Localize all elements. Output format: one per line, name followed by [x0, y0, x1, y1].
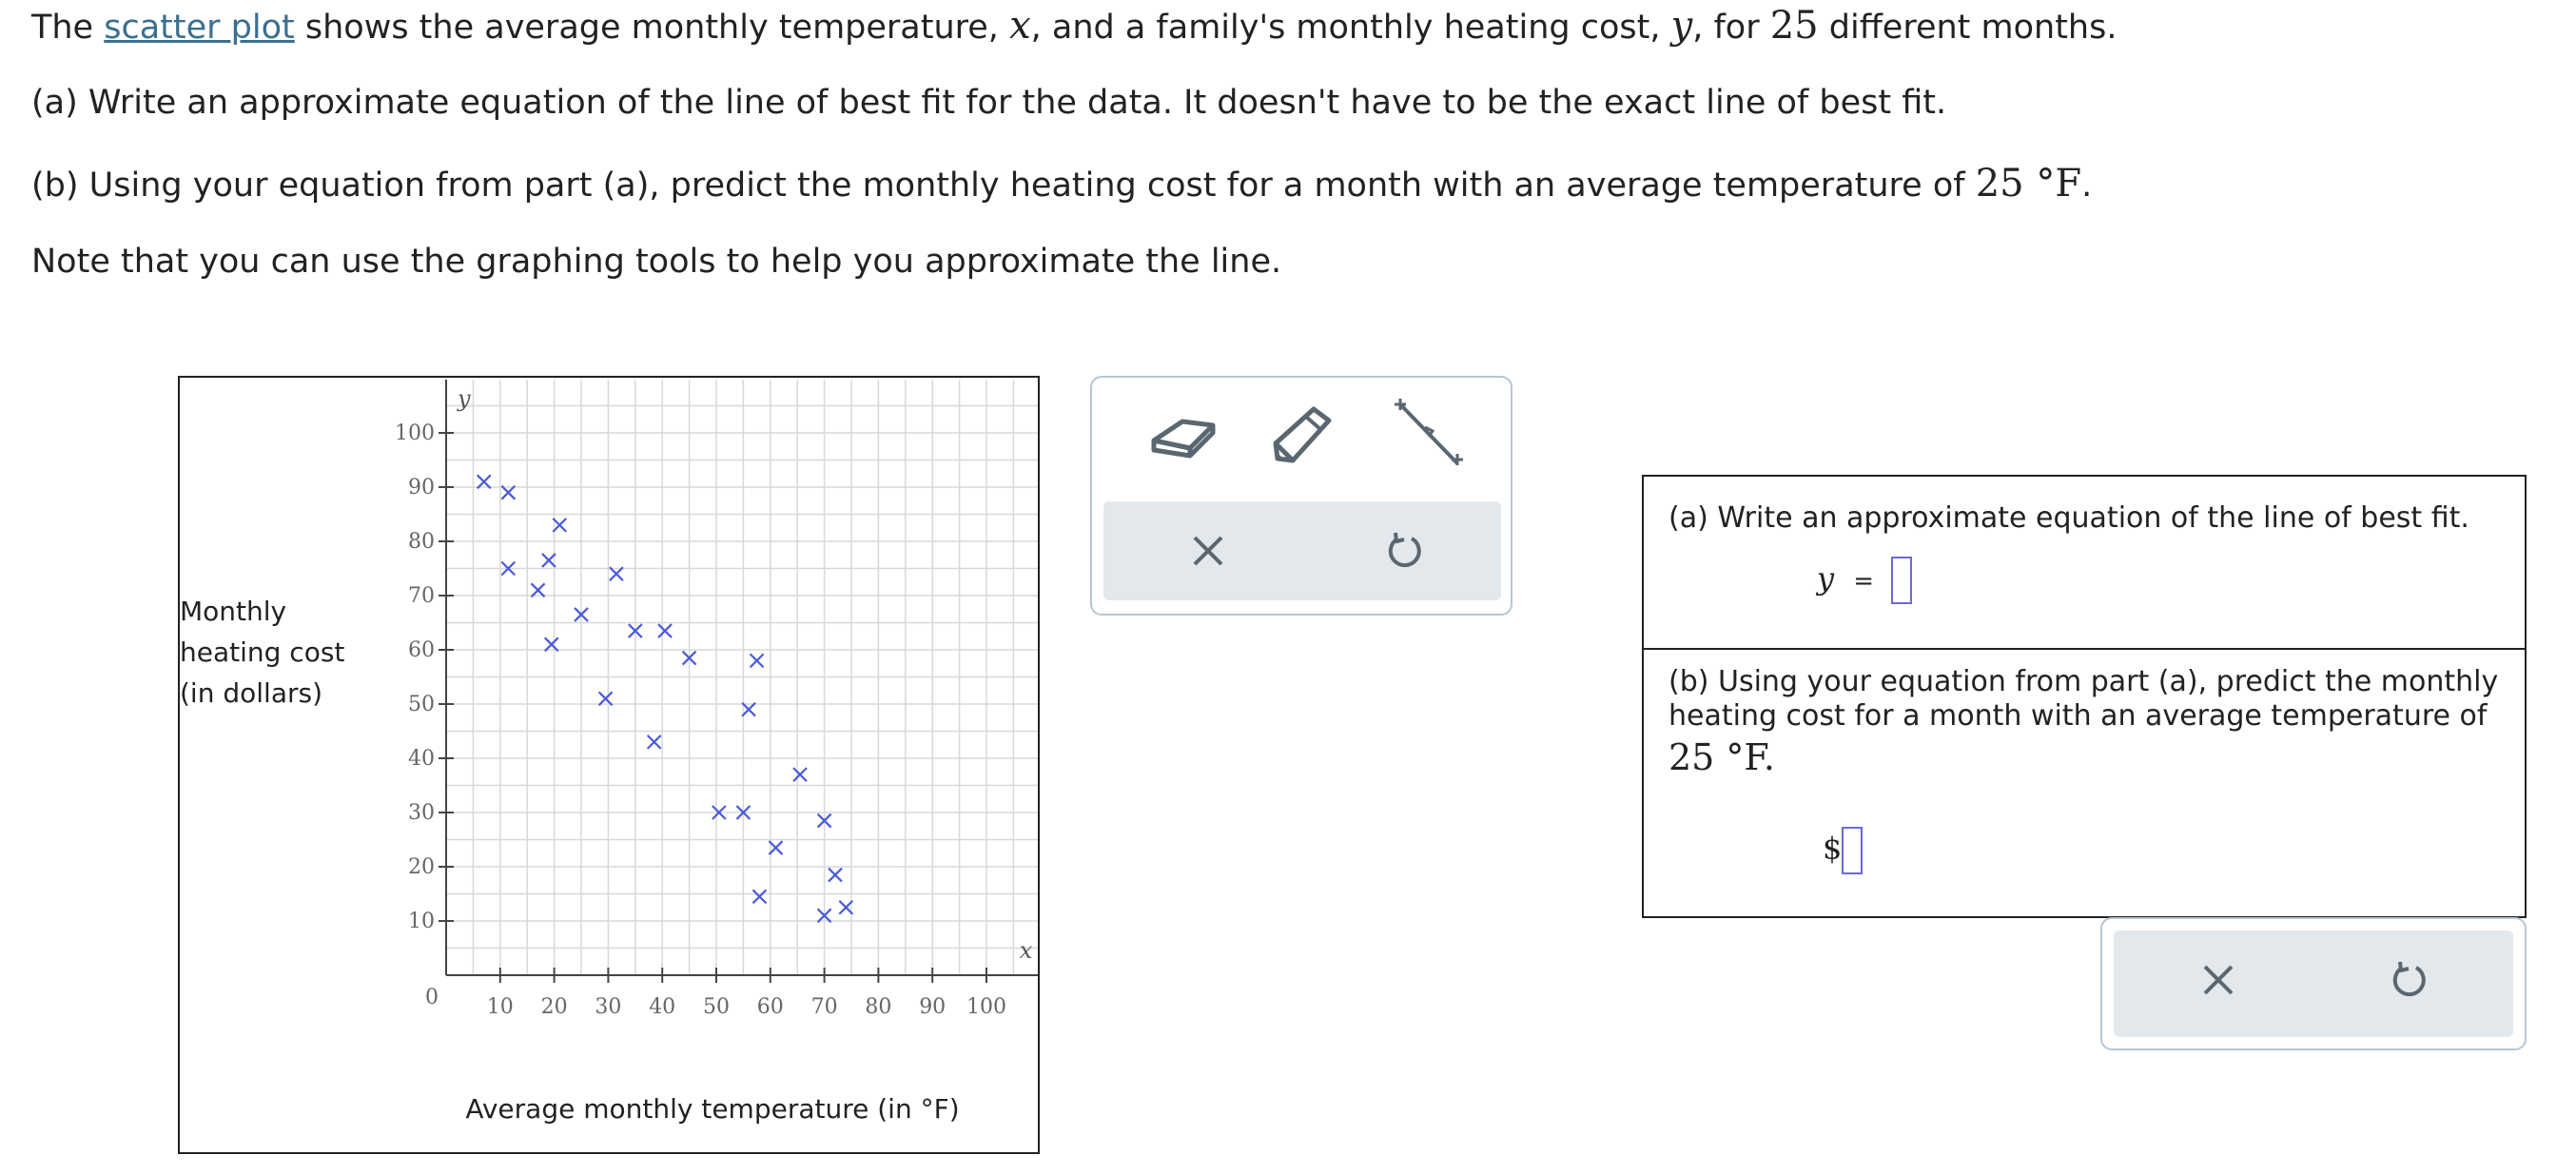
data-point — [478, 475, 491, 488]
tool-actions-bar — [1103, 501, 1501, 600]
close-icon — [2199, 961, 2237, 999]
x-tick-label: 80 — [865, 995, 892, 1019]
x-axis-variable: x — [1019, 937, 1033, 964]
undo-answer-button[interactable] — [2332, 930, 2485, 1029]
x-tick-label: 70 — [810, 995, 838, 1019]
data-point — [532, 583, 545, 597]
part-a-prompt: (a) Write an approximate equation of the line of best fit. — [1669, 501, 2469, 535]
answer-actions-panel — [2100, 917, 2527, 1050]
part-a-equation — [1817, 557, 1912, 604]
y-axis-variable: y — [458, 385, 471, 412]
y-axis-title-line-3: (in dollars) — [180, 677, 322, 709]
data-point — [545, 637, 558, 651]
question-line-3: (b) Using your equation from part (a), predict the monthly heating cost for a month with an average temperature of 25 °F. — [31, 162, 2093, 206]
part-b-answer — [1823, 827, 1863, 874]
part-b-prompt: (b) Using your equation from part (a), predict the monthly heating cost for a month with an average temperature of 25 °F. — [1669, 665, 2499, 778]
graph-area[interactable] — [178, 376, 1040, 1154]
y-tick-label: 70 — [408, 584, 435, 608]
data-point — [610, 567, 623, 580]
undo-icon — [2388, 959, 2430, 1001]
close-icon — [1189, 532, 1227, 570]
x-tick-label: 30 — [595, 995, 622, 1019]
origin-label: 0 — [425, 986, 439, 1009]
eraser-icon — [1144, 406, 1220, 463]
data-point — [658, 624, 672, 637]
line-tool-button[interactable] — [1366, 397, 1490, 473]
pencil-tool-button[interactable] — [1240, 397, 1364, 473]
data-point — [553, 519, 566, 532]
part-a-section — [1644, 477, 2525, 650]
equals-sign: = — [1853, 567, 1875, 596]
pencil-icon — [1264, 401, 1340, 468]
undo-icon — [1383, 530, 1425, 572]
clear-answer-button[interactable] — [2142, 930, 2294, 1029]
y-tick-label: 80 — [408, 530, 435, 554]
x-tick-label: 20 — [540, 995, 568, 1019]
y-axis-title-line-1: Monthly — [180, 596, 287, 627]
data-point — [742, 703, 755, 716]
answer-box — [1642, 475, 2527, 918]
answer-actions-bar — [2114, 930, 2513, 1037]
y-tick-label: 40 — [408, 747, 435, 771]
data-point — [839, 901, 852, 914]
question-line-2: (a) Write an approximate equation of the line of best fit for the data. It doesn't have to be the exact line of best fit. — [31, 84, 1947, 122]
y-axis-title-line-2: heating cost — [180, 636, 345, 668]
y-tick-label: 50 — [408, 693, 435, 716]
data-point — [542, 554, 556, 567]
equation-input[interactable] — [1891, 557, 1912, 604]
data-point — [501, 486, 515, 499]
data-point — [648, 735, 661, 749]
data-point — [599, 692, 613, 705]
y-tick-label: 20 — [408, 855, 435, 879]
y-tick-label: 60 — [408, 638, 435, 662]
x-tick-label: 60 — [756, 995, 784, 1019]
data-point — [769, 841, 782, 854]
data-point — [829, 869, 842, 882]
x-tick-label: 10 — [486, 995, 514, 1019]
x-tick-label: 40 — [649, 995, 676, 1019]
graphing-tools-panel — [1090, 376, 1512, 616]
x-axis-title: Average monthly temperature (in °F) — [465, 1093, 960, 1125]
y-tick-label: 90 — [408, 476, 435, 499]
x-tick-label: 100 — [966, 995, 1006, 1019]
y-tick-label: 30 — [408, 801, 435, 825]
clear-graph-button[interactable] — [1132, 501, 1284, 600]
question-line-4: Note that you can use the graphing tools to help you approximate the line. — [31, 243, 1282, 281]
x-tick-label: 90 — [919, 995, 946, 1019]
dollar-sign: $ — [1823, 830, 1843, 867]
y-tick-label: 100 — [395, 421, 435, 445]
data-point — [752, 890, 766, 903]
scatter-plot[interactable] — [180, 378, 1038, 1152]
eraser-tool-button[interactable] — [1121, 397, 1244, 473]
line-tool-icon — [1385, 397, 1471, 473]
y-tick-label: 10 — [408, 910, 435, 933]
equation-lhs: y — [1817, 560, 1835, 597]
part-b-temperature: 25 °F. — [1669, 736, 1775, 778]
question-line-1: The scatter plot shows the average monthly temperature, x, and a family's monthly heating cost, y, for 25 different months. — [31, 4, 2117, 48]
scatter-plot-link[interactable]: scatter plot — [104, 9, 295, 47]
undo-graph-button[interactable] — [1328, 501, 1480, 600]
data-point — [793, 768, 807, 781]
x-tick-label: 50 — [703, 995, 730, 1019]
data-point — [751, 654, 764, 667]
heating-cost-input[interactable] — [1842, 827, 1863, 874]
